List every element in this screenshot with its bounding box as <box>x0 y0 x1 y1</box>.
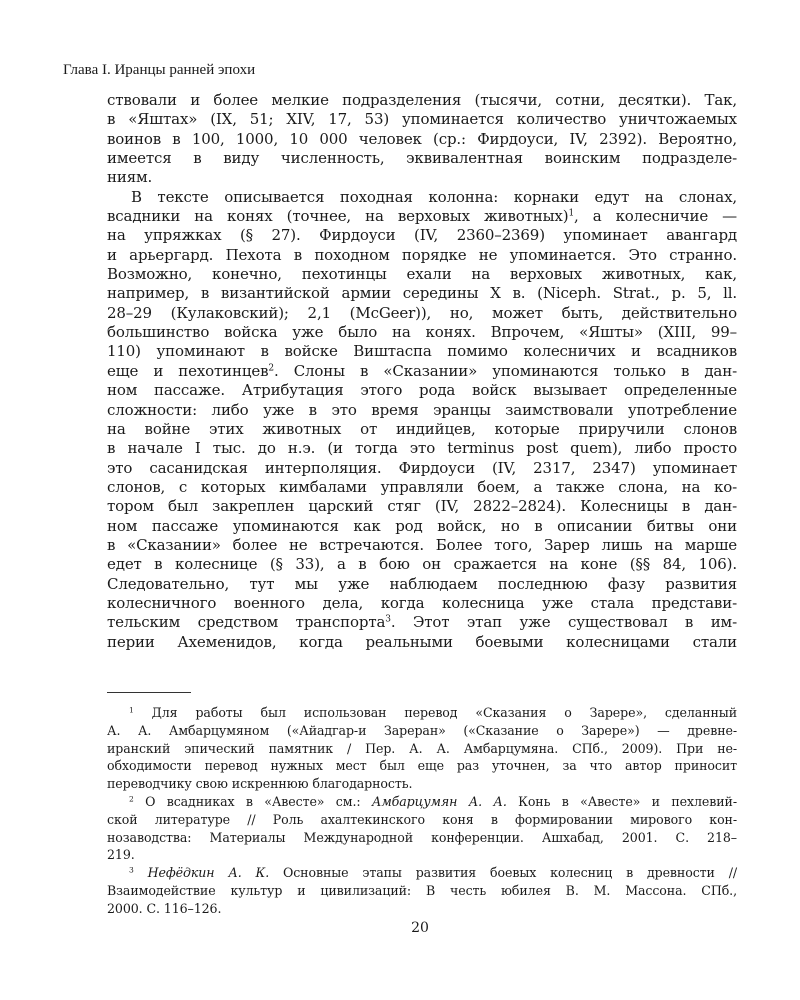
text-segment: сложности: либо уже в это время эранцы заимствовали употребление <box>107 400 737 419</box>
footnote-line <box>107 829 737 847</box>
body-line <box>107 91 737 110</box>
text-segment: и арьергард. Пехота в походном порядке не упоминается. Это странно. <box>107 245 737 264</box>
body-line <box>107 342 737 361</box>
text-segment: О всадниках в «Авесте» см.: <box>133 793 372 809</box>
text-segment: 28–29 (Кулаковский); 2,1 (McGeer)), но, может быть, действительно <box>107 303 737 322</box>
text-segment: например, в византийской армии середины X в. (Niceph. Strat., p. 5, ll. <box>107 284 737 303</box>
body-line <box>107 265 737 284</box>
text-segment: , а колесничие — <box>574 207 737 226</box>
text-segment: нозаводства: Материалы Международной конференции. Ашхабад, 2001. С. 218– <box>107 829 737 845</box>
text-segment: Конь в «Авесте» и пехлевий- <box>506 793 737 809</box>
body-line <box>107 246 737 265</box>
body-line <box>107 517 737 536</box>
text-segment: в «Сказании» более не встречаются. Более того, Зарер лишь на марше <box>107 535 737 554</box>
body-line <box>107 284 737 303</box>
footnote-line <box>107 740 737 758</box>
author-name: Амбарцумян А. А. <box>371 793 507 809</box>
text-segment: Возможно, конечно, пехотинцы ехали на верховых животных, как, <box>107 265 737 284</box>
text-segment: на войне этих животных от индийцев, которые приручили слонов <box>107 419 737 438</box>
body-line <box>107 401 737 420</box>
text-segment: слонов, с которых кимбалами управляли боем, а также слона, на ко- <box>107 477 737 496</box>
page-number: 20 <box>411 920 429 936</box>
text-segment: В тексте описывается походная колонна: корнаки едут на слонах, <box>131 187 737 206</box>
text-segment: обходимости перевод нужных мест был еще раз уточнен, за что автор приносит <box>107 758 737 774</box>
text-segment <box>134 865 148 880</box>
footnote-ref: 1 <box>568 208 575 219</box>
text-segment: . Этот этап уже существовал в им- <box>390 613 737 632</box>
body-line <box>107 110 737 129</box>
text-segment: . Слоны в «Сказании» упоминаются только в дан- <box>273 361 737 380</box>
body-line <box>107 420 737 439</box>
text-segment: еще и пехотинцев <box>107 361 269 380</box>
text-segment: перии Ахеменидов, когда реальными боевыми колесницами стали <box>107 632 737 651</box>
body-line <box>107 555 737 574</box>
footnote-ref: 3 <box>385 614 391 625</box>
text-segment: 110) упоминают в войске Виштаспа помимо колесничих и всадников <box>107 342 737 361</box>
body-line <box>107 226 737 245</box>
footnote-line <box>107 757 737 775</box>
text-segment: едет в колеснице (§ 33), а в бою он сражается на коне (§§ 84, 106). <box>107 555 737 574</box>
body-line <box>107 478 737 497</box>
body-line <box>107 497 737 516</box>
body-line <box>107 575 737 594</box>
text-segment: ствовали и более мелкие подразделения (тысячи, сотни, десятки). Так, <box>107 91 737 109</box>
text-segment: воинов в 100, 1000, 10 000 человек (ср.: Фирдоуси, IV, 2392). Вероятно, <box>107 129 737 148</box>
footnote-line <box>107 864 737 882</box>
text-segment: в начале I тыс. до н.э. (и тогда это terminus post quem), либо просто <box>107 439 737 458</box>
body-line <box>107 439 737 458</box>
body-line <box>107 149 737 168</box>
footnote-line <box>107 811 737 829</box>
author-name: Нефёдкин А. К. <box>147 865 270 881</box>
footnote-ref: 3 <box>129 865 134 875</box>
text-segment: ниям. <box>107 168 153 187</box>
text-segment: переводчику свою искреннюю благодарность. <box>107 776 413 792</box>
footnotes <box>107 704 737 918</box>
text-segment: ном пассаже. Атрибутация этого рода войск вызывает определенные <box>107 381 737 400</box>
text-segment: Основные этапы развития боевых колесниц в древности // <box>269 865 737 881</box>
text-segment: Взаимодействие культур и цивилизаций: В честь юбилея В. М. Массона. СПб., <box>107 882 737 898</box>
text-segment: А. А. Амбарцумяном («Айадгар-и Зареран» («Сказание о Зарере») — древне- <box>107 722 737 738</box>
running-header: Глава I. Иранцы ранней эпохи <box>63 62 256 78</box>
footnote-line <box>107 900 737 918</box>
text-segment: тором был закреплен царский стяг (IV, 2822–2824). Колесницы в дан- <box>107 497 737 516</box>
body-line <box>107 594 737 613</box>
text-segment: всадники на конях (точнее, на верховых животных) <box>107 207 569 226</box>
text-segment: Следовательно, тут мы уже наблюдаем последнюю фазу развития <box>107 574 737 593</box>
body-line <box>107 207 737 226</box>
body-line <box>107 188 737 207</box>
body-line <box>107 168 737 187</box>
text-segment: колесничного военного дела, когда колесница уже стала представи- <box>107 593 737 612</box>
body-line <box>107 304 737 323</box>
body-line <box>107 459 737 478</box>
text-segment: 219. <box>107 847 135 863</box>
text-segment: имеется в виду численность, эквивалентная воинским подразделе- <box>107 149 737 168</box>
footnote-line <box>107 793 737 811</box>
body-line <box>107 381 737 400</box>
text-segment: Для работы был использован перевод «Сказания о Зарере», сделанный <box>133 705 737 720</box>
text-segment: большинство войска уже было на конях. Впрочем, «Яшты» (XIII, 99– <box>107 323 737 342</box>
text-segment: в «Яштах» (IX, 51; XIV, 17, 53) упоминается количество уничтожаемых <box>107 110 737 129</box>
footnote-ref: 1 <box>129 705 134 715</box>
text-segment: это сасанидская интерполяция. Фирдоуси (IV, 2317, 2347) упоминает <box>107 458 737 477</box>
text-segment: тельским средством транспорта <box>107 613 386 632</box>
body-line <box>107 633 737 652</box>
footnote-line <box>107 722 737 740</box>
body-text <box>107 91 737 652</box>
text-segment: иранский эпический памятник / Пер. А. А. Амбарцумяна. СПб., 2009). При не- <box>107 740 737 756</box>
text-segment: 2000. С. 116–126. <box>107 900 222 916</box>
body-line <box>107 613 737 632</box>
text-segment: на упряжках (§ 27). Фирдоуси (IV, 2360–2369) упоминает авангард <box>107 226 737 245</box>
body-line <box>107 362 737 381</box>
footnote-divider <box>107 692 191 693</box>
footnote-ref: 2 <box>129 794 134 804</box>
body-line <box>107 536 737 555</box>
footnote-line <box>107 882 737 900</box>
footnote-line <box>107 846 737 864</box>
footnote-line <box>107 775 737 793</box>
body-line <box>107 323 737 342</box>
text-segment: ном пассаже упоминаются как род войск, но в описании битвы они <box>107 516 737 535</box>
body-line <box>107 130 737 149</box>
footnote-ref: 2 <box>268 363 274 374</box>
footnote-line <box>107 704 737 722</box>
text-segment: ской литературе // Роль ахалтекинского коня в формировании мирового кон- <box>107 811 737 827</box>
